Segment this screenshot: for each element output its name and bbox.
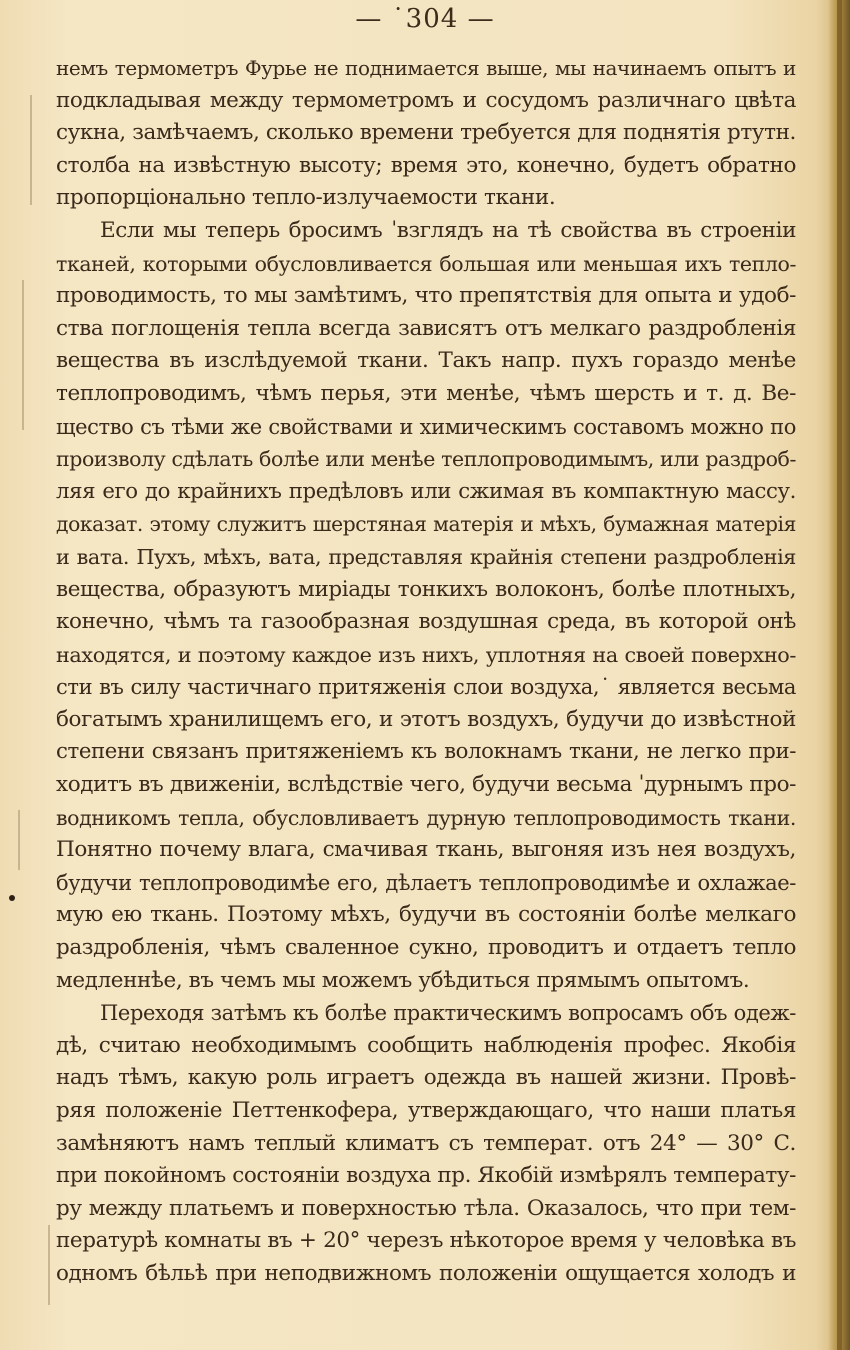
text-line: конечно, чѣмъ та газообразная воздушная среда, въ которой онѣ [56,609,796,635]
margin-dot-mark [9,895,15,901]
text-line: будучи теплопроводимѣе его, дѣлаетъ теплопроводимѣе и охлажае- [56,870,796,895]
text-line: пературѣ комнаты въ + 20° черезъ нѣкоторое время у человѣка въ [56,1228,796,1254]
text-line: подкладывая между термометромъ и сосудомъ различнаго цвѣта [56,87,796,113]
text-line: пропорціонально тепло-излучаемости ткани. [56,185,556,211]
body-text [56,52,796,1291]
text-line: тканей, которыми обусловливается большая или меньшая ихъ тепло- [56,251,796,276]
text-line: водникомъ тепла, обусловливаетъ дурную теплопроводимость ткани. [56,805,796,830]
text-line: проводимость, то мы замѣтимъ, что препятствія для опыта и удоб- [56,283,796,309]
text-line: вещества, образуютъ миріады тонкихъ волоконъ, болѣе плотныхъ, [56,576,796,602]
text-line: вещества въ изслѣдуемой ткани. Такъ напр. пухъ гораздо менѣе [56,348,796,374]
binding-strip [837,0,842,1350]
text-line: богатымъ хранилищемъ его, и этотъ воздухъ, будучи до извѣстной [56,706,796,732]
text-line: сти въ силу частичнаго притяженія слои воздуха,˙ является весьма [56,675,796,700]
margin-pencil-mark [22,280,24,430]
text-line: одномъ бѣльѣ при неподвижномъ положеніи ощущается холодъ и [56,1260,796,1286]
text-line: Понятно почему влага, смачивая ткань, выгоняя изъ нея воздухъ, [56,837,796,863]
paragraph-start-line: Если мы теперь бросимъ ˈвзглядъ на тѣ свойства въ строеніи [100,217,796,243]
text-line: ру между платьемъ и поверхностью тѣла. Оказалось, что при тем- [56,1195,796,1221]
text-line: ряя положеніе Петтенкофера, утверждающаго, что наши платья [56,1098,796,1123]
page-number: — ˙304 — [355,4,495,34]
text-line: щество съ тѣми же свойствами и химическимъ составомъ можно по [56,414,796,439]
text-line: и вата. Пухъ, мѣхъ, вата, представляя крайнія степени раздробленія [56,544,796,569]
margin-pencil-mark [30,95,32,205]
paragraph-start-line: Переходя затѣмъ къ болѣе практическимъ вопросамъ объ одеж- [100,1001,796,1026]
text-line: медленнѣе, въ чемъ мы можемъ убѣдиться прямымъ опытомъ. [56,967,750,993]
text-line: ства поглощенія тепла всегда зависятъ отъ мелкаго раздробленія [56,315,796,341]
text-line: степени связанъ притяженіемъ къ волокнамъ ткани, не легко при- [56,739,796,765]
text-line: замѣняютъ намъ теплый климатъ съ температ. отъ 24° — 30° С. [56,1130,796,1156]
text-line: дѣ, считаю необходимымъ сообщить наблюденія профес. Якобія [56,1032,796,1058]
text-line: находятся, и поэтому каждое изъ нихъ, уплотняя на своей поверхно- [56,642,796,667]
text-line: столба на извѣстную высоту; время это, конечно, будетъ обратно [56,152,796,178]
text-line: ляя его до крайнихъ предѣловъ или сжимая въ компактную массу. [56,478,796,504]
text-line: надъ тѣмъ, какую роль играетъ одежда въ нашей жизни. Провѣ- [56,1065,796,1091]
text-line: произволу сдѣлать болѣе или менѣе теплопроводимымъ, или раздроб- [56,447,796,472]
text-line: немъ термометръ Фурье не поднимается выше, мы начинаемъ опытъ и [56,56,796,80]
margin-pencil-mark [18,810,20,870]
text-line: при покойномъ состояніи воздуха пр. Якобій измѣрялъ температу- [56,1163,796,1189]
text-line: сукна, замѣчаемъ, сколько времени требуется для поднятія ртутн. [56,120,796,146]
text-line: мую ею ткань. Поэтому мѣхъ, будучи въ состояніи болѣе мелкаго [56,902,796,928]
text-line: ходитъ въ движеніи, вслѣдствіе чего, будучи весьма ˈдурнымъ про- [56,772,796,798]
text-line: доказат. этому служитъ шерстяная матерія и мѣхъ, бумажная матерія [56,512,796,537]
text-line: раздробленія, чѣмъ сваленное сукно, проводитъ и отдаетъ тепло [56,935,796,961]
text-line: теплопроводимъ, чѣмъ перья, эти менѣе, чѣмъ шерсть и т. д. Ве- [56,380,796,406]
margin-pencil-mark [48,1225,50,1305]
